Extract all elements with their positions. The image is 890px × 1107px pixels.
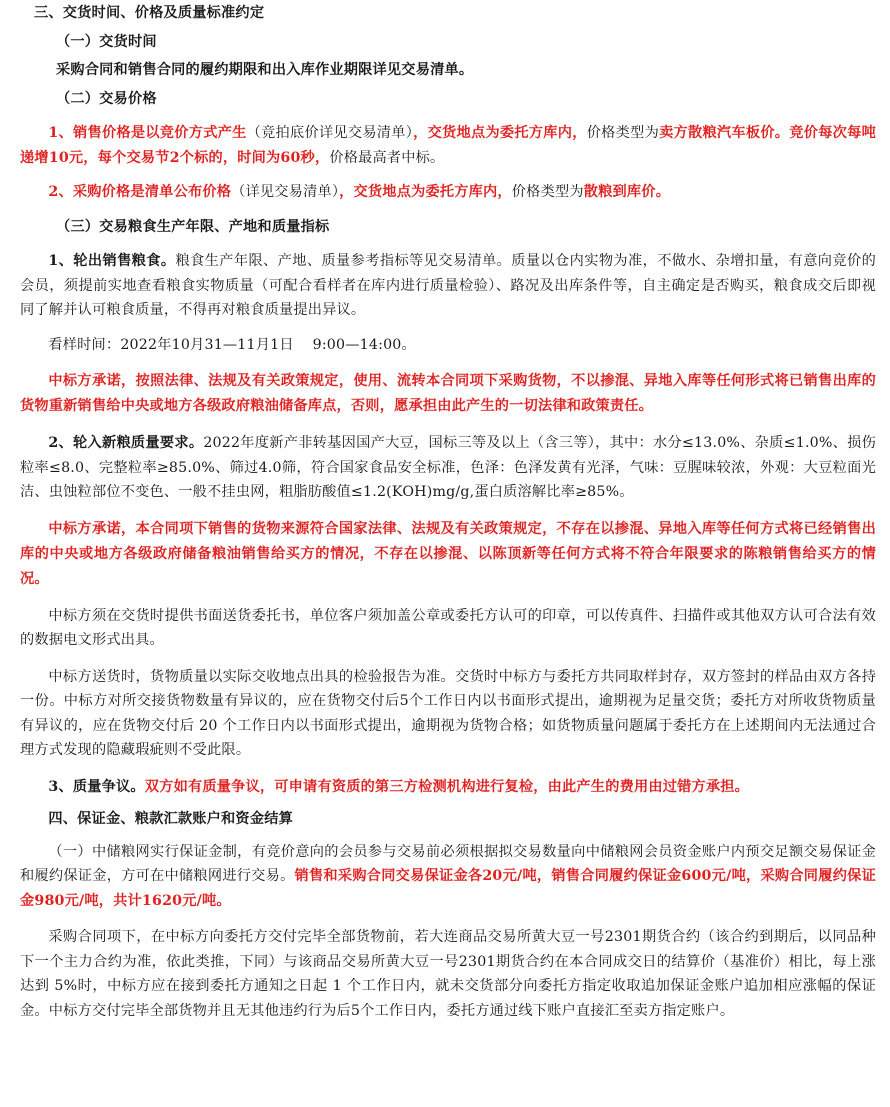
delivery-authorization-note: 中标方须在交货时提供书面送货委托书，单位客户须加盖公章或委托方认可的印章，可以传真件、扫描件或其他双方认可合法有效的数据电文形式出具。 [20,607,876,648]
section-3-heading: 三、交货时间、价格及质量标准约定 [34,5,265,21]
deposit-paragraph [20,840,876,914]
deposit-text: （一）中储粮网实行保证金制，有竞价意向的会员参与交易前必须根据拟交易数量向中储粮网会员资金账户内预交足额交易保证金和履约保证金，方可在中储粮网进行交易。 [20,843,876,884]
sale-price-type-label: 价格类型为 [586,125,660,141]
sale-price-type: 卖方散粮汽车板价。竞价每次每吨递增10元，每个交易节2个标的，时间为60秒， [20,125,876,166]
winner-promise-2: 中标方承诺，本合同项下销售的货物来源符合国家法律、法规及有关政策规定，不存在以掺混、异地入库等任何方式将已经销售出库的中央或地方各级政府储备粮油销售给买方的情况，不存在以掺混、以陈顶新等任何方式将不符合年限要求的陈粮销售给买方的情况。 [20,520,876,587]
quality-dispute-paragraph [20,775,876,800]
purchase-price-location: ，交货地点为委托方库内， [339,184,512,200]
sale-price-rule: 价格最高者中标。 [329,149,445,166]
purchase-price-lead: 2、采购价格是清单公布价格 [48,184,232,200]
delivery-quality-note: 中标方送货时，货物质量以实际交收地点出具的检验报告为准。交货时中标方与委托方共同取样封存，双方签封的样品由双方各持一份。中标方对所交接货物数量有异议的，应在货物交付后5个工作日内以书面形式提出，逾期视为足量交货；委托方对所收货物质量有异议的，应在货物交付后 20 个工作日内以书面形式提出，逾期视为货物合格；如货物质量问题属于委托方在上述期间内无法通过合理方式发现的隐藏瑕疵则不受此限。 [20,668,876,758]
rotation-in-paragraph [20,431,876,505]
sale-price-paragraph [20,121,876,170]
rotation-out-text: 粮食生产年限、产地、质量参考指标等见交易清单。质量以仓内实物为准，不做水、杂增扣量，有意向竞价的会员，须提前实地查看粮食实物质量（可配合看样者在库内进行质量检验）、路况及出库条件等，自主确定是否购买，粮食成交后即视同了解并认可粮食质量，不得再对粮食质量提出异议。 [20,253,876,318]
sample-time-line: 看样时间：2022年10月31—11月1日 9:00—14:00。 [48,336,416,353]
rotation-in-text: 2022年度新产非转基因国产大豆，国标三等及以上（含三等），其中：水分≤13.0%、杂质≤1.0%、损伤粒率≤8.0、完整粒率≥85.0%、筛过4.0筛，符合国家食品安全标准，色泽：色泽发黄有光泽，气味：豆腥味较浓，外观：大豆粒面光洁、虫蚀粒部位不变色、一般不挂虫网，粗脂肪酸值≤1.2(KOH)mg/g,蛋白质溶解比率≥85%。 [20,435,876,500]
sale-price-location: ，交货地点为委托方库内， [413,125,587,141]
subsection-price-heading: （二）交易价格 [56,90,157,107]
purchase-price-note: （详见交易清单） [231,184,340,200]
rotation-out-lead: 1、轮出销售粮食。 [48,253,176,269]
margin-call-paragraph: 采购合同项下，在中标方向委托方交付完毕全部货物前，若大连商品交易所黄大豆一号2301期货合约（该合约到期后，以同品种下一个主力合约为准，依此类推，下同）与该商品交易所黄大豆一号2301期货合约在本合同成交日的结算价（基准价）相比，每上涨达到 5%时，中标方应在接到委托方通知之日起 1 个工作日内，就未交货部分向委托方指定收取追加保证金账户追加相应涨幅的保证金。中标方交付完毕全部货物并且无其他违约行为后5个工作日内，委托方通过线下账户直接汇至卖方指定账户。 [20,929,876,1019]
section-4-heading: 四、保证金、粮款汇款账户和资金结算 [48,811,293,827]
subsection-quality-heading: （三）交易粮食生产年限、产地和质量指标 [56,218,330,235]
quality-dispute-lead: 3、质量争议。 [48,778,145,795]
document-page [0,1,890,1107]
delivery-time-paragraph: 采购合同和销售合同的履约期限和出入库作业期限详见交易清单。 [56,62,474,78]
quality-dispute-text: 双方如有质量争议，可申请有资质的第三方检测机构进行复检，由此产生的费用由过错方承担。 [144,778,750,795]
deposit-amounts: 销售和采购合同交易保证金各20元/吨，销售合同履约保证金600元/吨，采购合同履约保证金980元/吨，共计1620元/吨。 [20,868,876,909]
rotation-in-lead: 2、轮入新粮质量要求。 [48,435,204,451]
winner-promise-1: 中标方承诺，按照法律、法规及有关政策规定，使用、流转本合同项下采购货物，不以掺混、异地入库等任何形式将已销售出库的货物重新销售给中央或地方各级政府粮油储备库点，否则，愿承担由此产生的一切法律和政策责任。 [20,373,876,414]
sale-price-note: （竞拍底价详见交易清单） [246,125,414,141]
purchase-price-type: 散粮到库价。 [583,184,671,200]
purchase-price-paragraph [20,180,876,205]
sale-price-lead: 1、销售价格是以竞价方式产生 [48,125,247,141]
purchase-price-type-label: 价格类型为 [511,184,584,200]
rotation-out-paragraph [20,249,876,323]
subsection-delivery-time-heading: （一）交货时间 [56,33,157,50]
